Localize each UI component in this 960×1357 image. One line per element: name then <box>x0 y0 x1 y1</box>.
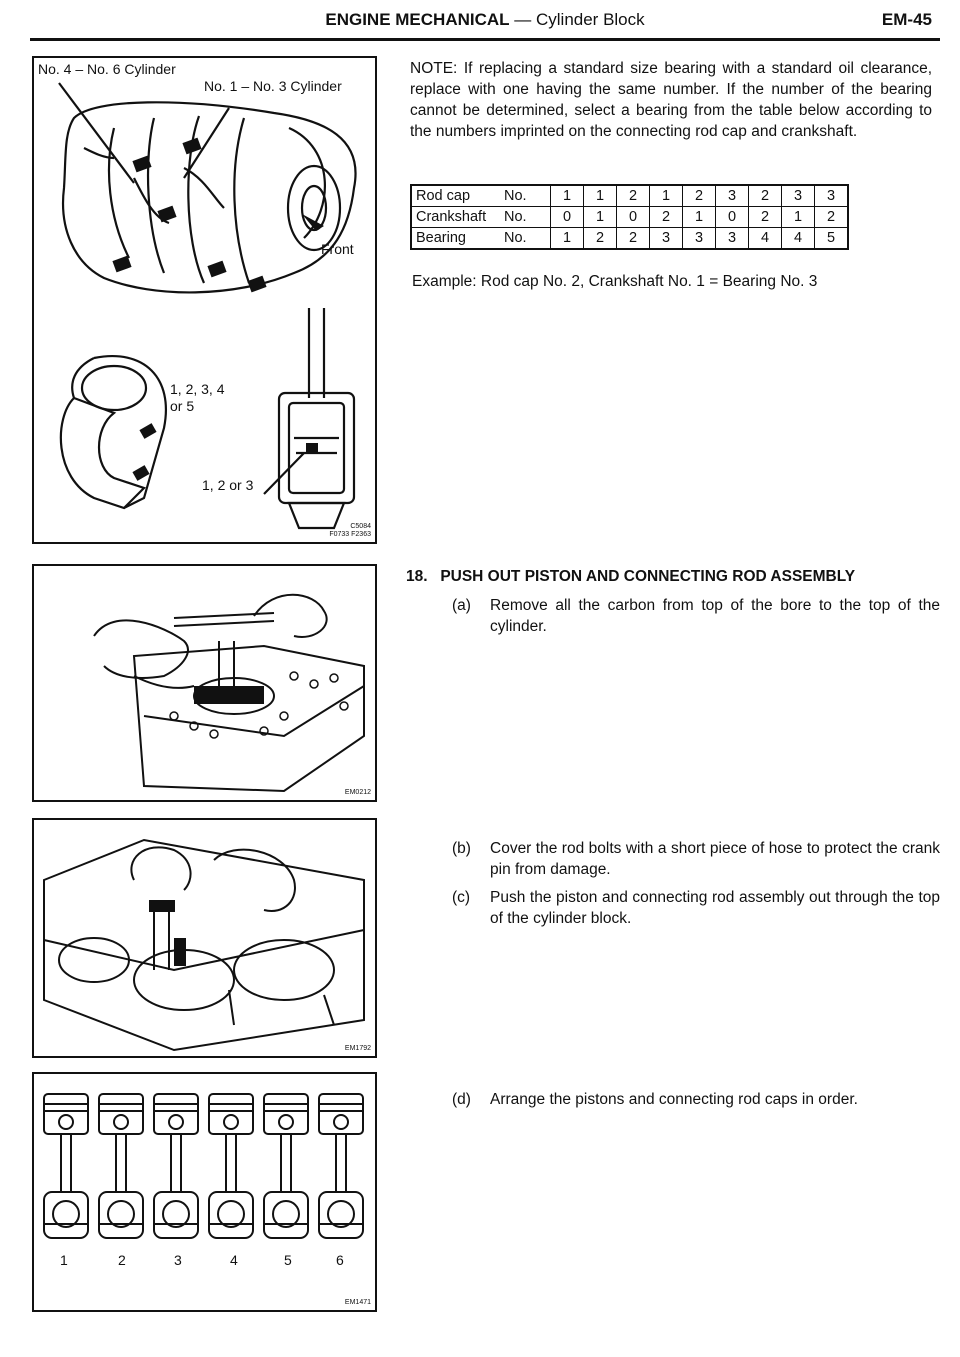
table-cell: 3 <box>716 228 749 250</box>
header-title <box>30 10 940 30</box>
step-18d-text: Arrange the pistons and connecting rod caps in order. <box>490 1091 858 1108</box>
page-header <box>30 4 940 38</box>
piston-number-3: 3 <box>174 1252 182 1268</box>
step-18b-label: (b) <box>452 840 471 857</box>
label-rod-numbers: 1, 2 or 3 <box>202 477 254 493</box>
header-section: ENGINE MECHANICAL <box>325 10 510 29</box>
table-cell: 2 <box>683 185 716 207</box>
table-cell: 3 <box>815 185 849 207</box>
piston-number-4: 4 <box>230 1252 238 1268</box>
step-18a <box>452 595 940 639</box>
row-header-no: No. <box>500 228 551 250</box>
table-cell: 2 <box>617 185 650 207</box>
step-18c <box>452 887 940 931</box>
row-header-name: Bearing <box>411 228 500 250</box>
table-cell: 2 <box>749 207 782 228</box>
table-cell: 3 <box>782 185 815 207</box>
table-cell: 3 <box>716 185 749 207</box>
table-cell: 0 <box>551 207 584 228</box>
label-cylinders-4-6: No. 4 – No. 6 Cylinder <box>38 61 176 77</box>
figure-code-line2: F0733 F2363 <box>329 531 371 538</box>
figure-code <box>329 523 371 539</box>
table-cell: 2 <box>749 185 782 207</box>
crankshaft-illustration <box>34 58 375 542</box>
pistons-illustration <box>34 1074 375 1310</box>
note-paragraph: NOTE: If replacing a standard size bearing with a standard oil clearance, replace with one having the same number. If the number of the bearing cannot be determined, select a bearing from the table below according to the numbers imprinted on the connecting rod cap and crankshaft. <box>410 60 932 140</box>
piston-number-5: 5 <box>284 1252 292 1268</box>
step-18b <box>452 838 940 882</box>
figure-code: EM1792 <box>344 1045 371 1052</box>
table-cell: 1 <box>683 207 716 228</box>
table-row <box>411 228 848 250</box>
table-cell: 2 <box>815 207 849 228</box>
step-18c-label: (c) <box>452 889 471 906</box>
step-18b-text: Cover the rod bolts with a short piece of hose to protect the crank pin from damage. <box>490 840 940 878</box>
figure-crankshaft-bearing-markings <box>32 56 377 544</box>
piston-number-1: 1 <box>60 1252 68 1268</box>
table-row <box>411 185 848 207</box>
piston-rod-assembly <box>44 1094 88 1238</box>
piston-rod-assembly <box>319 1094 363 1238</box>
label-bearing-numbers: 1, 2, 3, 4 <box>170 381 225 397</box>
table-cell: 1 <box>551 228 584 250</box>
table-cell: 3 <box>650 228 683 250</box>
step-18a-label: (a) <box>452 597 471 614</box>
table-cell: 1 <box>782 207 815 228</box>
row-header-no: No. <box>500 207 551 228</box>
table-cell: 0 <box>617 207 650 228</box>
row-header-name: Rod cap <box>411 185 500 207</box>
table-cell: 0 <box>716 207 749 228</box>
label-bearing-or5: or 5 <box>170 398 195 414</box>
example-line: Example: Rod cap No. 2, Crankshaft No. 1 = Bearing No. 3 <box>412 273 818 290</box>
push-out-illustration <box>34 820 375 1056</box>
figure-code-line1: C5084 <box>350 523 371 530</box>
table-cell: 1 <box>584 185 617 207</box>
table-row <box>411 207 848 228</box>
label-cylinders-1-3: No. 1 – No. 3 Cylinder <box>204 78 342 94</box>
step-18a-text: Remove all the carbon from top of the bore to the top of the cylinder. <box>490 597 940 635</box>
piston-rod-assembly <box>154 1094 198 1238</box>
ridge-reamer-illustration <box>34 566 375 800</box>
piston-number-6: 6 <box>336 1252 344 1268</box>
row-header-name: Crankshaft <box>411 207 500 228</box>
piston-number-2: 2 <box>118 1252 126 1268</box>
header-rule <box>30 38 940 41</box>
bearing-selection-table <box>410 184 849 250</box>
figure-push-out-piston <box>32 818 377 1058</box>
table-cell: 1 <box>650 185 683 207</box>
table-cell: 5 <box>815 228 849 250</box>
table-cell: 2 <box>584 228 617 250</box>
piston-rod-assembly <box>99 1094 143 1238</box>
step-18d-label: (d) <box>452 1091 471 1108</box>
table-cell: 1 <box>584 207 617 228</box>
step-18d <box>452 1089 940 1111</box>
step-18-heading <box>406 566 855 587</box>
figure-ridge-reamer <box>32 564 377 802</box>
table-cell: 1 <box>551 185 584 207</box>
header-subsection: — Cylinder Block <box>514 10 645 29</box>
table-cell: 3 <box>683 228 716 250</box>
figure-pistons-in-order <box>32 1072 377 1312</box>
figure-code: EM0212 <box>344 789 371 796</box>
step-18c-text: Push the piston and connecting rod assembly out through the top of the cylinder block. <box>490 889 940 927</box>
step-18-number: 18. <box>406 568 428 585</box>
table-cell: 4 <box>749 228 782 250</box>
table-cell: 2 <box>650 207 683 228</box>
step-18-title: PUSH OUT PISTON AND CONNECTING ROD ASSEMBLY <box>440 568 856 585</box>
label-front: Front <box>321 241 354 257</box>
page-number: EM-45 <box>881 10 932 29</box>
piston-rod-assembly <box>209 1094 253 1238</box>
table-cell: 2 <box>617 228 650 250</box>
piston-rod-assembly <box>264 1094 308 1238</box>
row-header-no: No. <box>500 185 551 207</box>
table-cell: 4 <box>782 228 815 250</box>
figure-code: EM1471 <box>344 1299 371 1306</box>
